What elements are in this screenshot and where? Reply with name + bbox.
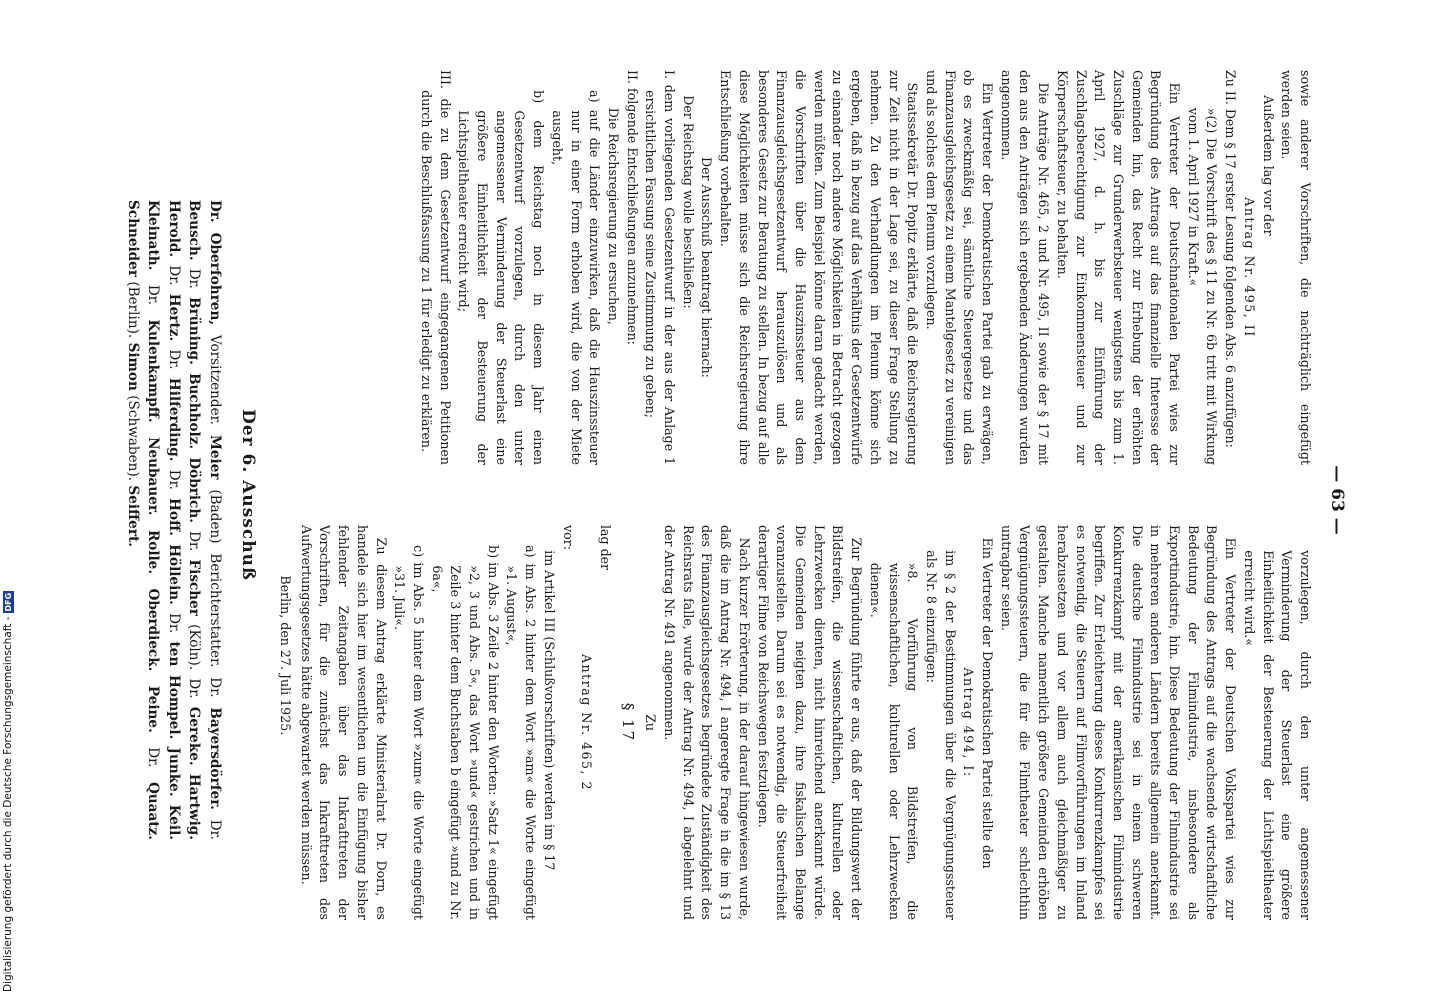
paragraph: Staatssekretär Dr. Popitz erklärte, daß die Reichsregierung zur Zeit nicht in der Lage sei, zu dieser Frage Stellung zu nehmen. Zu den Verhandlungen im Plenum könne sich ergeben, daß in bezug auf das Verhältnis der Gesetzentwürfe zu einander noch andere Möglichkeiten in Betracht gezogen werden müßten. Zum Beispiel könne daran gedacht werden, die Vorschriften über die Hauszinssteuer aus dem Finanzausgleichsgesetzentwurf herauszulösen und als besonderes Gesetz zur Beratung zu stellen. In bezug auf alle diese Möglichkeiten müsse sich die Reichsregierung ihre Entschließung vorbehalten.	[718, 70, 921, 465]
paragraph: Zu	[643, 714, 659, 731]
paragraph: sowie anderer Vorschriften, die nachträglich eingefügt werden seien.	[1279, 70, 1313, 465]
member-name: Hartwig.	[186, 773, 203, 841]
paragraph: Die Reichsregierung zu ersuchen,	[605, 107, 621, 325]
two-column-body	[275, 70, 1314, 920]
member-name: Seiffert.	[125, 485, 141, 548]
member-name: Meier	[206, 434, 223, 480]
paragraph: Ein Vertreter der Deutschen Volkspartei wies zur Begründung des Antrags auf die wachsende wirtschaftliche Bedeutung der Filmindustrie, insbesondere als Exportindustrie, hin. Diese Bedeutung der Filmindustrie sei in mehreren anderen Ländern bereits allgemein anerkannt. Die deutsche Filmindustrie sei in einem schweren Konkurrenzkampf mit der amerikanischen Filmindustrie begriffen. Zur Erleichterung dieses Konkurrenzkampfes sei es notwendig, die Steuern auf Filmvorführungen im Inland herabzusetzen und vor allem auch gleichmäßiger zu gestalten. Manche namentlich größere Gemeinden erhöben Vergnügungssteuern, die für die Filmtheater schlechthin untragbar seien.	[998, 525, 1239, 920]
member-connector	[145, 671, 161, 685]
member-name: Rolle.	[145, 529, 162, 575]
paragraph: Außerdem lag vor der	[1260, 95, 1276, 236]
member-connector: Dr.	[186, 522, 203, 560]
quoted-provision: »8. Vorführung von Bildstreifen, die wissenschaftlichen, kulturellen oder Lehrzwecken dienen«.	[867, 562, 921, 920]
member-name: Brüning.	[186, 297, 203, 365]
paragraph: lag der	[597, 525, 613, 571]
right-column	[275, 525, 1314, 920]
motion-heading: Antrag Nr. 495, II	[1241, 197, 1257, 338]
list-item: II. folgende Entschließungen anzunehmen:	[624, 70, 640, 345]
list-item: I. dem vorliegenden Gesetzentwurf in der aus der Anlage 1 ersichtlichen Fassung seine Zustimmung zu geben;	[643, 70, 678, 465]
member-name: ten Hompel.	[165, 641, 182, 740]
member-connector	[186, 766, 202, 774]
member-connector	[166, 536, 182, 544]
paragraph: Zu II. Dem § 17 erster Lesung folgenden Abs. 6 anzufügen:	[1223, 70, 1239, 448]
dfg-logo: DFG	[4, 592, 13, 612]
paragraph: Zu diesem Antrag erklärte Ministerialrat Dr. Dorn, es handele sich hier im wesentlichen um die Einfügung bisher fehlender Zeitangaben über das Inkrafttreten der Vorschriften, für die zunächst das Inkrafttreten des Aufwertungsgesetzes hätte abgewartet werden müssen.	[298, 525, 389, 920]
member-name: Oberdieck.	[145, 588, 162, 672]
member-name: Herold.	[165, 200, 182, 258]
list-item: b) im Abs. 3 Zeile 2 hinter den Worten: »Satz 1« eingefügt »2, 3 und Abs. 5«, das Wort »und« gestrichen und in Zeile 3 hinter dem Buchstaben b eingefügt »und zu Nr. 6a«,	[429, 545, 501, 920]
member-name: Kleinath.	[145, 200, 162, 271]
list-item: b) dem Reichstag noch in diesem Jahr einen Gesetzentwurf vorzulegen, durch den unter angemessener Verminderung der Steuerlast eine größere Einheitlichkeit der Besteuerung der Lichtspieltheater erreicht wird;	[456, 90, 547, 465]
member-name: Schneider	[125, 200, 141, 277]
list-item: a) auf die Länder einzuwirken, daß die Hauszinssteuer nur in einer Form erhoben wird, die von der Miete ausgeht,	[549, 90, 603, 465]
member-connector: (Schwaben).	[125, 390, 141, 486]
member-name: Höllein.	[165, 544, 182, 605]
member-name: Hilferding.	[165, 377, 182, 462]
member-name: Dr. Oberfohren,	[206, 200, 223, 326]
member-name: Neubauer.	[145, 437, 162, 516]
member-connector: Dr.	[165, 461, 182, 499]
member-connector: Dr.	[186, 260, 203, 298]
committee-title: Der 6. Ausschuß	[238, 409, 259, 581]
member-name: Buchholz.	[186, 373, 203, 450]
member-connector: Vorsitzender.	[206, 325, 223, 435]
paragraph: Die Anträge Nr. 465, 2 und Nr. 495, II sowie der § 17 mit den aus den Anträgen sich ergebenden Änderungen wurden angenommen.	[998, 70, 1052, 465]
member-name: Keil.	[165, 804, 182, 840]
member-name: Döbrich.	[186, 457, 203, 523]
member-name: Kulenkampff.	[145, 319, 162, 423]
paragraph: Zur Begründung führte er aus, daß der Bildungswert der Bildstreifen, die wissenschaftlichen, kulturellen oder Lehrzwecken dienten, nicht hinreichend anerkannt würde. Die Gemeinden neigten dazu, ihre fiskalischen Belange voranzustellen. Darum sei es notwendig, die Steuerfreiheit derartiger Filme von Reichswegen festzulegen.	[755, 525, 865, 920]
section-heading: § 17	[618, 702, 637, 743]
member-connector: Dr.	[145, 270, 162, 320]
paragraph: Nach kurzer Erörterung, in der darauf hingewiesen wurde, daß die im Antrag Nr. 494, I angeregte Frage in die im § 13 des Finanzausgleichsgesetzes begründete Zuständigkeit des Reichsrats falle, wurde der Antrag Nr. 494, I abgelehnt und der Antrag Nr. 491 angenommen.	[662, 525, 752, 920]
member-connector: Dr.	[165, 257, 182, 294]
paragraph: im § 2 der Bestimmungen über die Vergnügungssteuer als Nr. 8 einzufügen:	[923, 550, 958, 920]
member-name: Junke.	[165, 747, 182, 797]
member-connector	[186, 365, 202, 373]
member-name: Peine.	[145, 685, 162, 733]
member-connector: Dr.	[165, 341, 182, 378]
date-line: Berlin, den 27. Juli 1925.	[278, 575, 294, 736]
member-connector	[145, 423, 161, 437]
member-connector	[145, 516, 161, 530]
member-name: Hoff.	[165, 498, 182, 536]
paragraph: Ein Vertreter der Demokratischen Partei stellte den	[980, 537, 996, 869]
committee-members	[123, 70, 225, 920]
member-connector: (Baden) Berichterstatter. Dr.	[206, 479, 223, 708]
member-connector: Dr.	[165, 604, 182, 642]
paragraph: im Artikel III (Schlußvorschriften) werden im § 17	[541, 550, 557, 871]
paragraph: vorzulegen, durch den unter angemessener Verminderung der Steuerlast eine größere Einheitlichkeit der Besteuerung der Lichtspieltheater erreicht wird.«	[1241, 550, 1313, 920]
paragraph: vor:	[560, 525, 576, 550]
member-connector: Dr.	[145, 732, 162, 782]
member-connector: (Berlin).	[125, 277, 141, 343]
paragraph: Ein Vertreter der Demokratischen Partei gab zu erwägen, ob es zweckmäßig sei, sämtliche Steuergesetze und das Finanzausgleichsgesetz zu einem Mantelgesetz zu vereinigen und als solches dem Plenum vorzulegen.	[923, 70, 996, 465]
member-name: Bayersdörfer.	[206, 707, 223, 810]
list-item: c) im Abs. 5 hinter dem Wort »zum« die Worte eingefügt »31. Juli«.	[392, 545, 426, 920]
digitization-note	[0, 0, 16, 1000]
member-name: Hertz.	[165, 293, 182, 342]
paragraph: Ein Vertreter der Deutschnationalen Partei wies zur Begründung des Antrags auf das finanzielle Interesse der Gemeinden hin, das Recht zur Erhebung der erhöhten Zuschläge zur Grunderwerbsteuer wenigstens bis zum 1. April 1927, d. h. bis zur Einführung der Zuschlagsberechtigung zur Einkommensteuer und zur Körperschaftsteuer, zu behalten.	[1054, 70, 1183, 465]
paragraph: Der Reichstag wolle beschließen:	[680, 95, 696, 309]
list-item: a) im Abs. 2 hinter dem Wort »am« die Worte eingefügt »1. August«,	[504, 545, 539, 920]
member-connector	[166, 797, 182, 805]
member-connector: (Köln). Dr.	[186, 615, 203, 707]
member-name: Gereke.	[186, 706, 203, 766]
paragraph: Der Ausschuß beantragt hiernach:	[699, 157, 715, 378]
member-name: Fischer	[186, 559, 203, 616]
quoted-provision: »(2) Die Vorschrift des § 11 zu Nr. 6b tritt mit Wirkung vom 1. April 1927 in Kraft.«	[1185, 107, 1220, 465]
member-name: Beusch.	[186, 200, 203, 261]
digitization-note-text: Digitalisierung gefördert durch die Deutsche Forschungsgemeinschaft -	[2, 616, 14, 992]
left-column	[275, 70, 1314, 465]
member-name: Quaatz.	[145, 781, 162, 841]
list-item: III. die zu dem Gesetzentwurf eingegangenen Petitionen durch die Beschlußfassung zu 1 für erledigt zu erklären.	[418, 70, 453, 465]
motion-heading: Antrag 494, I:	[961, 667, 977, 778]
member-connector	[145, 574, 161, 588]
member-name: Simon	[125, 342, 141, 391]
member-connector	[166, 739, 182, 747]
page-number: — 63 —	[1327, 465, 1347, 535]
motion-heading: Antrag Nr. 465, 2	[579, 653, 595, 792]
member-connector: Dr.	[206, 809, 223, 840]
